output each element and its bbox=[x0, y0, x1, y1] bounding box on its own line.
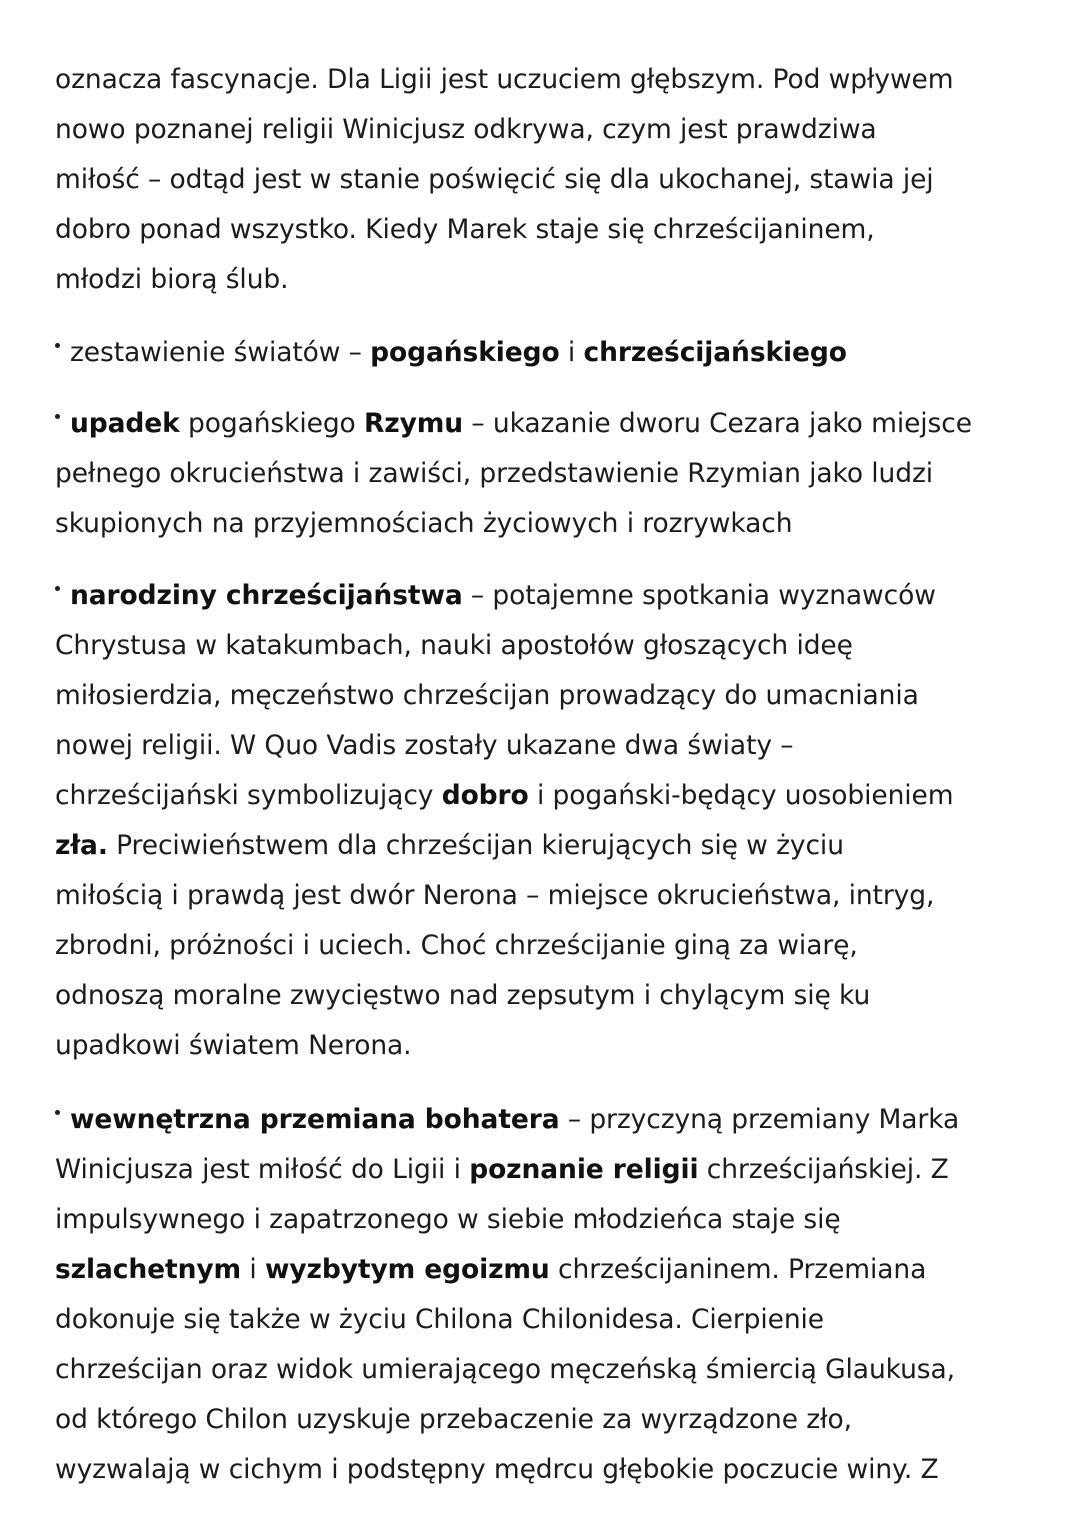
text-line bbox=[55, 1095, 1045, 1145]
text-line: nowej religii. W Quo Vadis zostały ukazane dwa światy – bbox=[55, 730, 794, 761]
text-line: młodzi biorą ślub. bbox=[55, 264, 289, 295]
bullet-bold-text: wyzbytym egoizmu bbox=[264, 1254, 550, 1285]
bullet-bold-text: pogańskiego bbox=[370, 337, 560, 368]
bullet-item-birth-of-christianity bbox=[55, 571, 1045, 1071]
text-line: wyzwalają w cichym i podstępny mędrcu głębokie poczucie winy. Z bbox=[55, 1454, 939, 1485]
bullet-bold-text: szlachetnym bbox=[55, 1254, 242, 1285]
intro-paragraph bbox=[55, 55, 1045, 305]
bullet-bold-text: dobro bbox=[441, 780, 529, 811]
bullet-text: i bbox=[241, 1254, 265, 1285]
bullet-bold-text: upadek bbox=[70, 408, 180, 439]
bullet-text: chrześcijański symbolizujący bbox=[55, 780, 442, 811]
bullet-text: i bbox=[559, 337, 584, 368]
text-line: miłość – odtąd jest w stanie poświęcić się dla ukochanej, stawia jej bbox=[55, 164, 934, 195]
text-line: Chrystusa w katakumbach, nauki apostołów głoszących ideę bbox=[55, 630, 853, 661]
text-line: upadkowi światem Nerona. bbox=[55, 1030, 412, 1061]
text-line bbox=[55, 328, 1045, 378]
text-line bbox=[55, 771, 1045, 821]
text-line: dobro ponad wszystko. Kiedy Marek staje się chrześcijaninem, bbox=[55, 214, 875, 245]
text-line: dokonuje się także w życiu Chilona Chilonidesa. Cierpienie bbox=[55, 1304, 825, 1335]
bullet-text: chrześcijańskiej. Z bbox=[698, 1154, 949, 1185]
text-line bbox=[55, 1245, 1045, 1295]
bullet-dot-icon bbox=[55, 414, 60, 419]
bullet-dot-icon bbox=[55, 1110, 60, 1115]
bullet-item-worlds bbox=[55, 328, 1045, 378]
bullet-item-fall-of-rome bbox=[55, 399, 1045, 549]
text-line: oznacza fascynacje. Dla Ligii jest uczuciem głębszym. Pod wpływem bbox=[55, 64, 954, 95]
bullet-text: Preciwieństwem dla chrześcijan kierujących się w życiu bbox=[107, 830, 844, 861]
bullet-bold-text: narodziny chrześcijaństwa bbox=[70, 580, 463, 611]
bullet-bold-text: Rzymu bbox=[363, 408, 464, 439]
bullet-dot-icon bbox=[55, 586, 60, 591]
text-line: miłosierdzia, męczeństwo chrześcijan prowadzący do umacniania bbox=[55, 680, 919, 711]
text-line: impulsywnego i zapatrzonego w siebie młodzieńca staje się bbox=[55, 1204, 841, 1235]
bullet-bold-text: wewnętrzna przemiana bohatera bbox=[70, 1104, 560, 1135]
bullet-text: – ukazanie dworu Cezara jako miejsce bbox=[463, 408, 972, 439]
bullet-text: Winicjusza jest miłość do Ligii i bbox=[55, 1154, 470, 1185]
text-line: nowo poznanej religii Winicjusz odkrywa, czym jest prawdziwa bbox=[55, 114, 877, 145]
bullet-text: – potajemne spotkania wyznawców bbox=[462, 580, 936, 611]
text-line: odnoszą moralne zwycięstwo nad zepsutym i chylącym się ku bbox=[55, 980, 871, 1011]
bullet-bold-text: poznanie religii bbox=[469, 1154, 699, 1185]
bullet-bold-text: zła. bbox=[55, 830, 108, 861]
bullet-bold-text: chrześcijańskiego bbox=[583, 337, 847, 368]
bullet-text: i pogański-będący uosobieniem bbox=[528, 780, 954, 811]
text-line bbox=[55, 821, 1045, 871]
text-line: miłością i prawdą jest dwór Nerona – miejsce okrucieństwa, intryg, bbox=[55, 880, 935, 911]
text-line: zbrodni, próżności i uciech. Choć chrześcijanie giną za wiarę, bbox=[55, 930, 858, 961]
bullet-text: chrześcijaninem. Przemiana bbox=[549, 1254, 927, 1285]
bullet-text: zestawienie światów – bbox=[70, 337, 371, 368]
bullet-item-hero-transformation bbox=[55, 1095, 1045, 1495]
text-line: chrześcijan oraz widok umierającego męczeńską śmiercią Glaukusa, bbox=[55, 1354, 955, 1385]
text-line bbox=[55, 399, 1045, 449]
text-line bbox=[55, 1145, 1045, 1195]
bullet-dot-icon bbox=[55, 343, 60, 348]
text-line: skupionych na przyjemnościach życiowych i rozrywkach bbox=[55, 508, 793, 539]
text-line bbox=[55, 571, 1045, 621]
bullet-text: pogańskiego bbox=[179, 408, 364, 439]
bullet-text: – przyczyną przemiany Marka bbox=[559, 1104, 960, 1135]
text-line: od którego Chilon uzyskuje przebaczenie za wyrządzone zło, bbox=[55, 1404, 852, 1435]
text-line: pełnego okrucieństwa i zawiści, przedstawienie Rzymian jako ludzi bbox=[55, 458, 934, 489]
